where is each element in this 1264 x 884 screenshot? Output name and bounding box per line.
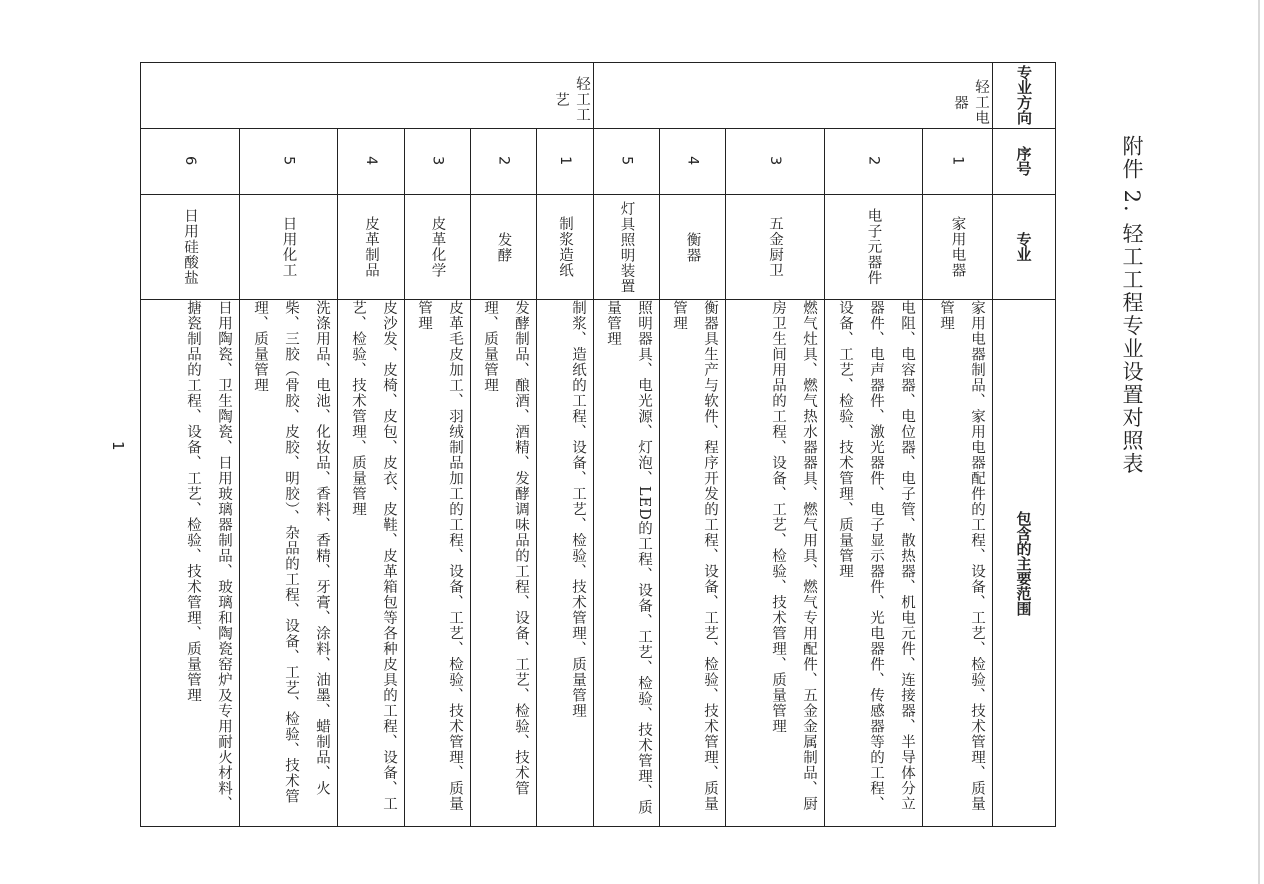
major-comparison-table [140,62,1056,827]
seq-cell: 3 [726,128,825,194]
table-row [825,63,923,827]
table-row [471,63,537,827]
direction-label: 轻工电器 [952,79,989,126]
direction-label: 轻工工艺 [553,76,590,123]
seq-cell: 5 [594,128,660,194]
table-row [660,63,726,827]
major-cell: 五金厨卫 [726,194,825,300]
major-cell: 衡器 [660,194,726,300]
major-cell: 日用化工 [240,194,338,300]
major-cell: 灯具照明装置 [594,194,660,300]
seq-cell: 1 [537,128,594,194]
scope-cell: 皮沙发、皮椅、皮包、皮衣、皮鞋、皮革箱包等各种皮具的工程、设备、工艺、检验、技术管理、质量管理 [338,300,405,827]
header-row [993,63,1056,827]
table-row [141,63,240,827]
document-title: 附件 2. 轻工工程专业设置对照表 [1120,135,1144,476]
major-cell: 皮革制品 [338,194,405,300]
page-edge-divider [1258,0,1260,884]
header-seq [993,128,1056,194]
table-row [338,63,405,827]
seq-cell: 4 [338,128,405,194]
seq-cell: 3 [405,128,471,194]
seq-cell: 2 [825,128,923,194]
table-row [537,63,594,827]
scope-cell: 日用陶瓷、卫生陶瓷、日用玻璃器制品、玻璃和陶瓷窑炉及专用耐火材料、搪瓷制品的工程、设备、工艺、检验、技术管理、质量管理 [141,300,240,827]
major-cell: 家用电器 [923,194,993,300]
major-cell: 皮革化学 [405,194,471,300]
scope-cell: 制浆、造纸的工程、设备、工艺、检验、技术管理、质量管理 [537,300,594,827]
header-major [993,194,1056,300]
header-scope-label: 包含的主要范围 [1014,510,1033,616]
seq-cell: 1 [923,128,993,194]
direction-cell [141,63,594,129]
direction-cell [594,63,993,129]
scope-cell: 皮革毛皮加工、羽绒制品加工的工程、设备、工艺、检验、技术管理、质量管理 [405,300,471,827]
header-major-label: 专业 [1014,232,1033,263]
header-direction-label: 专业方向 [1015,65,1033,126]
scope-cell: 电阻、电容器、电位器、电子管、散热器、机电元件、连接器、半导体分立器件、电声器件、激光器件、电子显示器件、光电器件、传感器等的工程、设备、工艺、检验、技术管理、质量管理 [825,300,923,827]
major-cell: 电子元器件 [825,194,923,300]
scope-cell: 照明器具、电光源、灯泡、LED的工程、设备、工艺、检验、技术管理、质量管理 [594,300,660,827]
seq-cell: 2 [471,128,537,194]
scope-cell: 家用电器制品、家用电器配件的工程、设备、工艺、检验、技术管理、质量管理 [923,300,993,827]
seq-cell: 4 [660,128,726,194]
seq-cell: 6 [141,128,240,194]
header-direction [993,63,1056,129]
major-cell: 发酵 [471,194,537,300]
major-cell: 制浆造纸 [537,194,594,300]
page-number: 1 [109,441,127,451]
scope-cell: 洗涤用品、电池、化妆品、香料、香精、牙膏、涂料、油墨、蜡制品、火柴、三胶（骨胶、皮胶、明胶）、杂品的工程、设备、工艺、检验、技术管理、质量管理 [240,300,338,827]
table-row [405,63,471,827]
header-seq-label: 序号 [1014,146,1033,177]
table-row [240,63,338,827]
major-cell: 日用硅酸盐 [141,194,240,300]
table-row [594,63,660,827]
scope-cell: 衡器具生产与软件、程序开发的工程、设备、工艺、检验、技术管理、质量管理 [660,300,726,827]
scope-cell: 发酵制品、酿酒、酒精、发酵调味品的工程、设备、工艺、检验、技术管理、质量管理 [471,300,537,827]
scope-cell: 燃气灶具、燃气热水器器具、燃气用具、燃气专用配件、五金金属制品、厨房卫生间用品的工程、设备、工艺、检验、技术管理、质量管理 [726,300,825,827]
table-row [923,63,993,827]
seq-cell: 5 [240,128,338,194]
table-row [726,63,825,827]
header-scope [993,300,1056,827]
